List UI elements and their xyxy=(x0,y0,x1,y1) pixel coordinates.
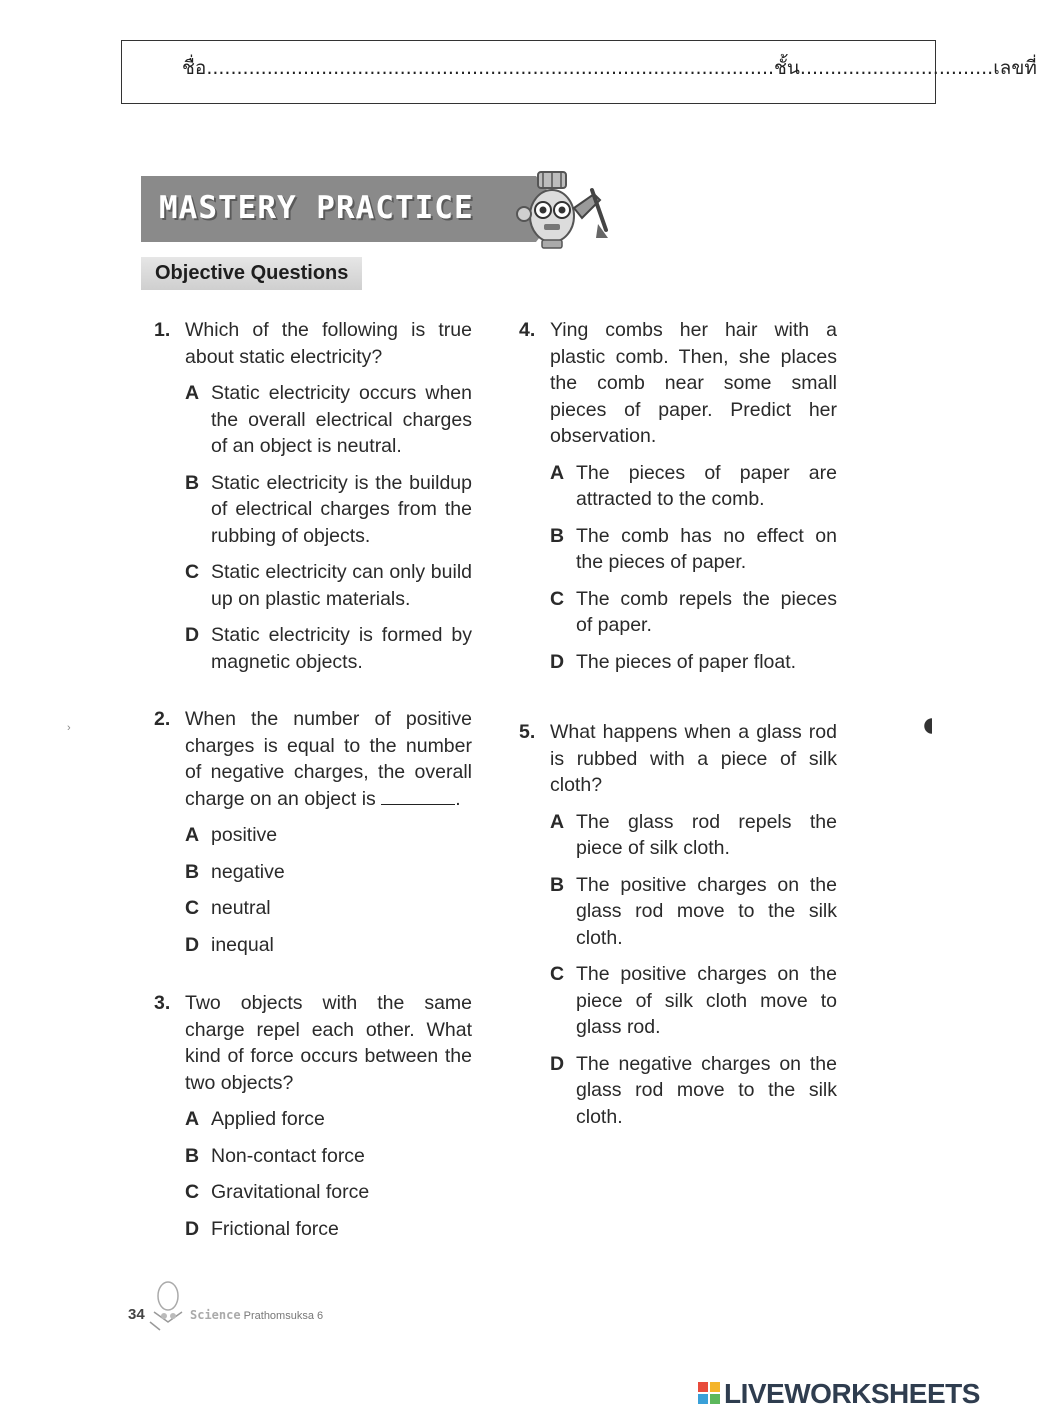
liveworksheets-wordmark: LIVEWORKSHEETS xyxy=(724,1378,980,1409)
option-text: The positive charges on the glass rod move to the silk cloth. xyxy=(576,873,837,949)
option-letter: A xyxy=(185,382,200,404)
option-text: Static electricity is the buildup of electrical charges from the rubbing of objects. xyxy=(211,471,472,547)
option-text: The comb repels the pieces of paper. xyxy=(576,587,837,636)
page-footer xyxy=(128,1300,368,1334)
question-stem: What happens when a glass rod is rubbed with a piece of silk cloth? xyxy=(550,721,837,796)
question-3 xyxy=(154,990,472,1242)
option-letter: C xyxy=(550,587,565,610)
number-label: เลขที่ xyxy=(993,57,1037,79)
book-title-rest: Prathomsuksa 6 xyxy=(243,1310,324,1322)
question-stem: Two objects with the same charge repel each other. What kind of force occurs between the two objects? xyxy=(185,992,472,1094)
option-text: positive xyxy=(211,824,278,846)
option-text: The comb has no effect on the pieces of paper. xyxy=(576,524,837,573)
option-b[interactable] xyxy=(550,872,837,952)
name-field[interactable]: .............................................................................................. xyxy=(206,57,775,79)
half-circle-icon xyxy=(922,718,933,734)
answer-blank[interactable] xyxy=(381,788,455,805)
option-letter: D xyxy=(185,1217,200,1240)
mascot-logo-icon xyxy=(148,1278,188,1334)
option-letter: D xyxy=(185,933,200,956)
option-letter: C xyxy=(185,897,200,919)
option-text: Frictional force xyxy=(211,1217,339,1240)
option-letter: B xyxy=(185,471,200,494)
question-number: 2. xyxy=(154,708,171,730)
option-text: The pieces of paper are attracted to the comb. xyxy=(576,461,837,510)
option-letter: B xyxy=(550,524,565,547)
page-number: 34 xyxy=(128,1306,145,1323)
option-b[interactable] xyxy=(185,470,472,550)
liveworksheets-logo xyxy=(698,1378,998,1408)
student-info-box xyxy=(121,40,1037,104)
option-text: Static electricity can only build up on plastic materials. xyxy=(211,561,472,610)
question-2 xyxy=(154,706,472,958)
option-c[interactable] xyxy=(185,559,472,612)
option-letter: A xyxy=(550,810,565,833)
liveworksheets-icon xyxy=(698,1382,720,1404)
option-text: Non-contact force xyxy=(211,1144,365,1167)
option-text: negative xyxy=(211,860,285,883)
question-1 xyxy=(154,317,472,675)
question-stem: Ying combs her hair with a plastic comb. Then, she places the comb near some small pieces of paper. Predict her observation. xyxy=(550,319,837,447)
option-letter: C xyxy=(185,1181,200,1203)
option-letter: A xyxy=(185,824,200,846)
option-letter: D xyxy=(185,624,200,646)
question-number: 5. xyxy=(519,721,536,743)
option-text: neutral xyxy=(211,897,271,919)
objective-questions-heading xyxy=(141,257,362,290)
section-heading-text: Objective Questions xyxy=(155,262,349,284)
option-letter: C xyxy=(550,963,565,985)
book-title-word: Science xyxy=(190,1308,241,1322)
option-a[interactable] xyxy=(550,460,837,513)
question-stem-text: When the number of positive charges is equal to the number of negative charges, the overall charge on an object is xyxy=(185,708,472,810)
option-letter: B xyxy=(185,860,200,883)
option-letter: A xyxy=(185,1108,200,1130)
option-d[interactable] xyxy=(185,622,472,675)
option-d[interactable] xyxy=(185,1216,472,1243)
class-label: ชั้น xyxy=(774,57,800,79)
option-letter: B xyxy=(185,1144,200,1167)
option-a[interactable] xyxy=(185,1106,472,1133)
option-a[interactable] xyxy=(550,809,837,862)
option-letter: D xyxy=(550,1052,565,1075)
option-d[interactable] xyxy=(185,932,472,959)
book-title xyxy=(190,1308,323,1322)
question-4 xyxy=(519,317,837,675)
option-text: The negative charges on the glass rod move to the silk cloth. xyxy=(576,1052,837,1128)
question-number: 3. xyxy=(154,992,171,1014)
banner-title: MASTERY PRACTICE xyxy=(159,190,474,226)
question-number: 4. xyxy=(519,319,536,341)
option-text: inequal xyxy=(211,933,274,956)
option-letter: D xyxy=(550,650,565,673)
option-d[interactable] xyxy=(550,1051,837,1131)
class-field[interactable]: ................................ xyxy=(799,57,994,79)
name-label: ชื่อ xyxy=(182,57,207,79)
option-text: Static electricity occurs when the overall electrical charges of an object is neutral. xyxy=(211,382,472,457)
option-d[interactable] xyxy=(550,649,837,676)
option-c[interactable] xyxy=(550,586,837,639)
question-stem: Which of the following is true about static electricity? xyxy=(185,319,472,368)
question-number: 1. xyxy=(154,319,171,341)
question-stem-end: . xyxy=(455,787,461,810)
option-text: Static electricity is formed by magnetic objects. xyxy=(211,624,472,673)
option-c[interactable] xyxy=(185,1179,472,1206)
option-text: The glass rod repels the piece of silk cloth. xyxy=(576,810,837,859)
option-text: Applied force xyxy=(211,1108,325,1130)
option-text: The positive charges on the piece of silk cloth move to glass rod. xyxy=(576,963,837,1038)
option-letter: A xyxy=(550,461,565,484)
margin-mark: › xyxy=(67,722,71,734)
question-stem xyxy=(185,706,472,812)
student-info-line xyxy=(182,53,1037,83)
option-c[interactable] xyxy=(550,961,837,1041)
robot-mascot-icon xyxy=(508,168,613,250)
section-banner xyxy=(141,176,536,242)
option-letter: B xyxy=(550,873,565,896)
option-text: Gravitational force xyxy=(211,1181,370,1203)
option-letter: C xyxy=(185,561,200,583)
option-a[interactable] xyxy=(185,822,472,849)
option-b[interactable] xyxy=(185,1143,472,1170)
option-b[interactable] xyxy=(550,523,837,576)
question-5 xyxy=(519,719,837,1130)
option-a[interactable] xyxy=(185,380,472,460)
option-text: The pieces of paper float. xyxy=(576,650,797,673)
option-c[interactable] xyxy=(185,895,472,922)
option-b[interactable] xyxy=(185,859,472,886)
